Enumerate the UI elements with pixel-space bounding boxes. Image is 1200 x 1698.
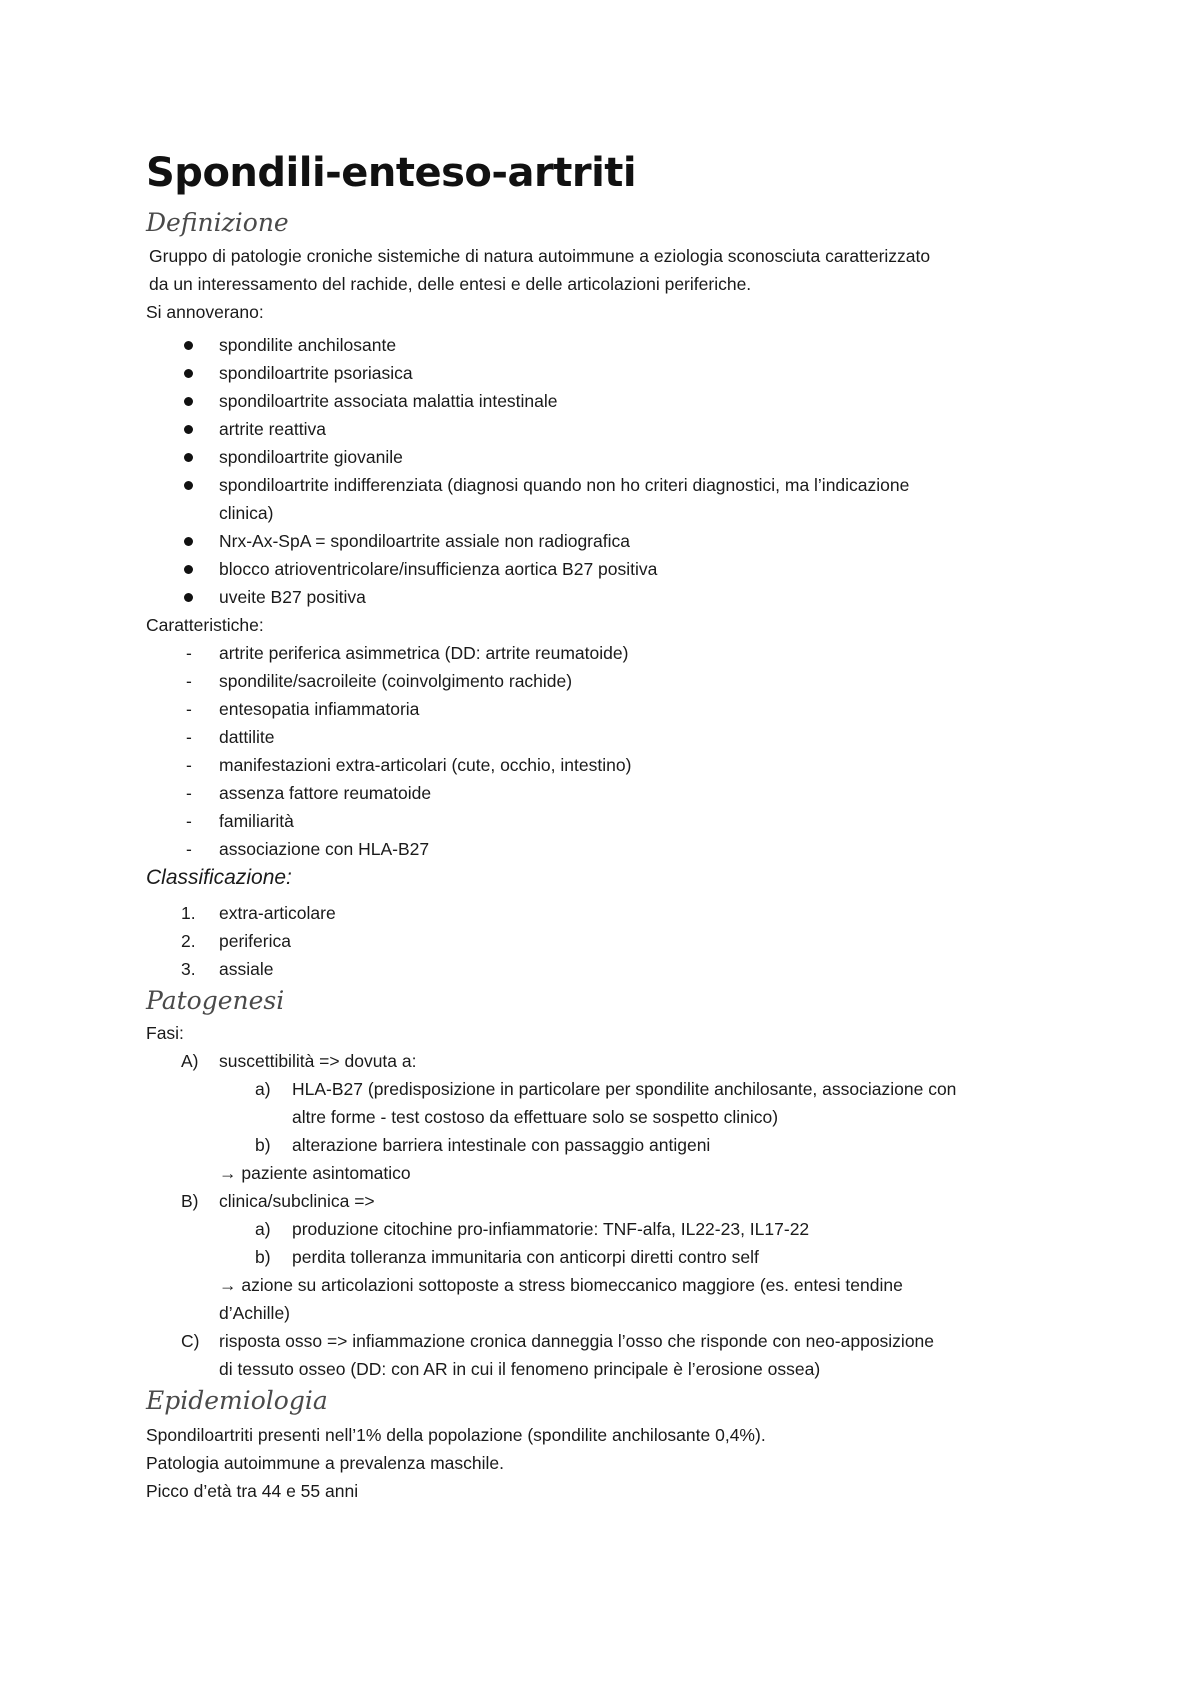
number-marker: 2.	[181, 931, 196, 951]
bullet-dot-icon	[184, 537, 193, 546]
dash-marker: -	[186, 811, 192, 831]
list-item: spondiloartrite giovanile	[219, 447, 403, 467]
sub-marker: a)	[255, 1219, 271, 1239]
dash-marker: -	[186, 671, 192, 691]
sub-marker: a)	[255, 1079, 271, 1099]
phase-text: risposta osso => infiammazione cronica danneggia l’osso che risponde con neo-apposizione	[219, 1331, 935, 1351]
list-item: assenza fattore reumatoide	[219, 783, 432, 803]
phase-marker: C)	[181, 1331, 200, 1351]
dash-marker: -	[186, 783, 192, 803]
heading-patogenesi: Patogenesi	[146, 986, 285, 1015]
list-item: spondilite anchilosante	[219, 335, 397, 355]
dash-marker: -	[186, 643, 192, 663]
bullet-dot-icon	[184, 425, 193, 434]
list-item: artrite periferica asimmetrica (DD: artrite reumatoide)	[219, 643, 629, 663]
epidemiologia-line-2: Patologia autoimmune a prevalenza maschile.	[146, 1453, 504, 1473]
arrow-note-continuation: d’Achille)	[219, 1303, 290, 1323]
caratteristiche-label: Caratteristiche:	[146, 615, 264, 635]
sub-item-text: perdita tolleranza immunitaria con anticorpi diretti contro self	[292, 1247, 759, 1267]
dash-marker: -	[186, 699, 192, 719]
sub-item-text: produzione citochine pro-infiammatorie: TNF-alfa, IL22-23, IL17-22	[292, 1219, 810, 1239]
list-item: associazione con HLA-B27	[219, 839, 430, 859]
sub-item-text: alterazione barriera intestinale con passaggio antigeni	[292, 1135, 711, 1155]
number-marker: 3.	[181, 959, 196, 979]
phase-text: clinica/subclinica =>	[219, 1191, 375, 1211]
phase-text-continuation: di tessuto osseo (DD: con AR in cui il fenomeno principale è l’erosione ossea)	[219, 1359, 821, 1379]
bullet-dot-icon	[184, 341, 193, 350]
bullet-dot-icon	[184, 593, 193, 602]
arrow-note: → azione su articolazioni sottoposte a stress biomeccanico maggiore (es. entesi tendine	[219, 1275, 903, 1295]
list-item: blocco atrioventricolare/insufficienza aortica B27 positiva	[219, 559, 658, 579]
list-item: assiale	[219, 959, 274, 979]
list-item: familiarità	[219, 811, 294, 831]
list-item: entesopatia infiammatoria	[219, 699, 420, 719]
document-title: Spondili-enteso-artriti	[146, 150, 637, 196]
bullet-dot-icon	[184, 453, 193, 462]
bullet-dot-icon	[184, 565, 193, 574]
epidemiologia-line-1: Spondiloartriti presenti nell’1% della popolazione (spondilite anchilosante 0,4%).	[146, 1425, 766, 1445]
phase-marker: B)	[181, 1191, 199, 1211]
heading-epidemiologia: Epidemiologia	[146, 1386, 328, 1415]
dash-marker: -	[186, 727, 192, 747]
phase-text: suscettibilità => dovuta a:	[219, 1051, 417, 1071]
list-item: manifestazioni extra-articolari (cute, occhio, intestino)	[219, 755, 632, 775]
list-item: uveite B27 positiva	[219, 587, 366, 607]
list-item: periferica	[219, 931, 291, 951]
sub-item-continuation: altre forme - test costoso da effettuare solo se sospetto clinico)	[292, 1107, 779, 1127]
sub-item-text: HLA-B27 (predisposizione in particolare per spondilite anchilosante, associazione con	[292, 1079, 957, 1099]
epidemiologia-line-3: Picco d’età tra 44 e 55 anni	[146, 1481, 359, 1501]
dash-marker: -	[186, 839, 192, 859]
list-item: spondiloartrite associata malattia intestinale	[219, 391, 558, 411]
list-item: Nrx-Ax-SpA = spondiloartrite assiale non radiografica	[219, 531, 630, 551]
heading-classificazione: Classificazione:	[146, 866, 292, 889]
definizione-line-1: Gruppo di patologie croniche sistemiche di natura autoimmune a eziologia sconosciuta caratterizzato	[149, 246, 931, 266]
number-marker: 1.	[181, 903, 196, 923]
definizione-line-2: da un interessamento del rachide, delle entesi e delle articolazioni periferiche.	[149, 274, 752, 294]
list-item-continuation: clinica)	[219, 503, 274, 523]
bullet-dot-icon	[184, 369, 193, 378]
list-item: spondiloartrite psoriasica	[219, 363, 413, 383]
annoverano-label: Si annoverano:	[146, 302, 264, 322]
dash-marker: -	[186, 755, 192, 775]
bullet-dot-icon	[184, 397, 193, 406]
list-item: dattilite	[219, 727, 275, 747]
sub-marker: b)	[255, 1135, 271, 1155]
arrow-note: → paziente asintomatico	[219, 1163, 411, 1183]
list-item: artrite reattiva	[219, 419, 326, 439]
list-item: spondilite/sacroileite (coinvolgimento rachide)	[219, 671, 573, 691]
fasi-label: Fasi:	[146, 1023, 184, 1043]
sub-marker: b)	[255, 1247, 271, 1267]
list-item: spondiloartrite indifferenziata (diagnosi quando non ho criteri diagnostici, ma l’indicazione	[219, 475, 910, 495]
phase-marker: A)	[181, 1051, 199, 1071]
list-item: extra-articolare	[219, 903, 336, 923]
heading-definizione: Definizione	[146, 208, 289, 237]
bullet-dot-icon	[184, 481, 193, 490]
